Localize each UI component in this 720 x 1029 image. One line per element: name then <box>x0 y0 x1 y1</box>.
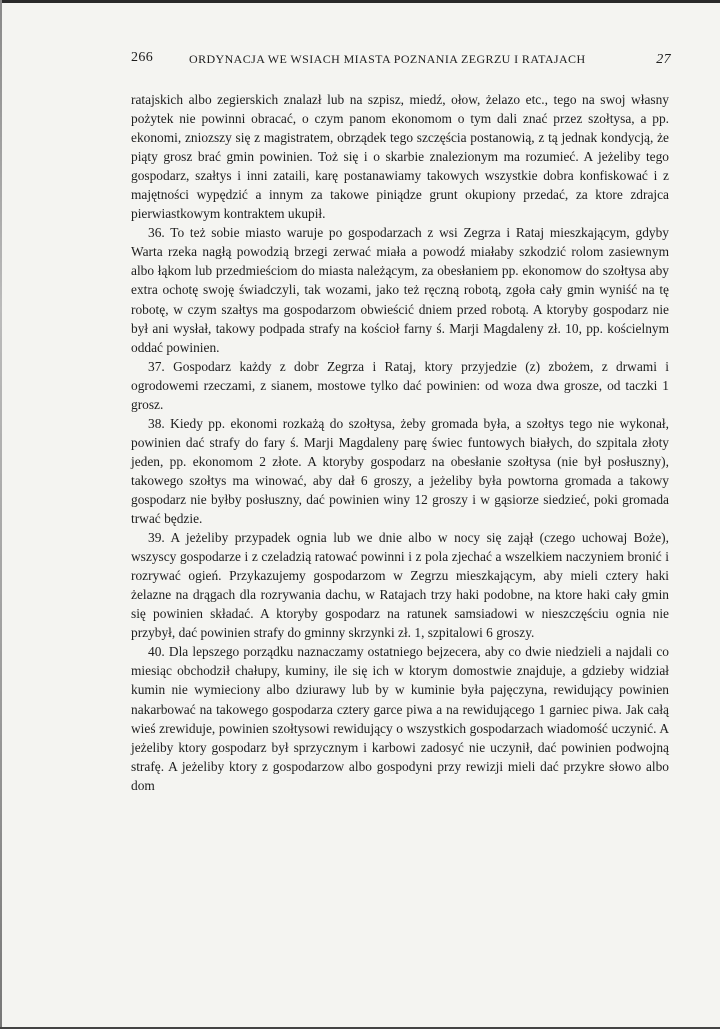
page-number-left: 266 <box>131 50 154 65</box>
paragraph-40: 40. Dla lepszego porządku naznaczamy ostatniego bejzecera, aby co dwie niedzieli a najdali co miesiąc obchodził chałupy, kuminy, ile się ich w ktorym domostwie znajduje, a gdzieby widział kumin nie wymieciony albo dziurawy lub by w kuminie była pajęczyna, rewidujący powinien nakarbować na takowego gospodarza cztery garce piwa a na rewidującego 1 garniec piwa. Jak całą wieś zrewiduje, powinien szołtysowi rewidujący o wszystkich gospodarzach wiadomość uczynić. A jeżeliby ktory gospodarz był sprzycznym i karbowi zadosyć nie uczynił, dać powinien podwojną strafę. A jeżeliby ktory z gospodarzow albo gospodyni przy rewizji mieli dać przykre słowo albo dom <box>131 644 669 793</box>
page-number-right: 27 <box>656 52 671 67</box>
running-title: ORDYNACJA WE WSIACH MIASTA POZNANIA ZEGRZU I RATAJACH <box>189 52 586 66</box>
running-header <box>131 48 671 70</box>
page-edge-top <box>0 0 720 3</box>
paragraph-37: 37. Gospodarz każdy z dobr Zegrza i Rataj, ktory przyjedzie (z) zbożem, z drwami i ogrodowemi rzeczami, z sianem, mostowe tylko dać powinien: od woza dwa grosze, od taczki 1 grosz. <box>131 358 669 412</box>
body-text <box>131 90 669 795</box>
paragraph-39: 39. A jeżeliby przypadek ognia lub we dnie albo w nocy się zajął (czego uchowaj Boże), wszyscy gospodarze i z czeladzią ratować powinni i z pola zjechać a wszelkiem naczyniem bronić i rozrywać ogień. Przykazujemy gospodarzom w Zegrzu mieszkającym, aby mieli cztery haki żelazne na drągach dla rozrywania dachu, w Ratajach trzy haki podobne, na ktore haki cały gmin się powinien składać. A ktoryby gospodarz na ratunek samsiadowi w nieszczęściu ognia nie przybył, dać powinien strafy do gminny skrzynki zł. 1, szpitalowi 6 groszy. <box>131 530 669 641</box>
paragraph-36: 36. To też sobie miasto waruje po gospodarzach z wsi Zegrza i Rataj mieszkającym, gdyby Warta rzeka nagłą powodzią brzegi zerwać miała a powodź miałaby szkodzić rolom zasiewnym albo łąkom lub przedmieściom do miasta należącym, za obesłaniem pp. ekonomow do szołtysa aby extra ochotę swoję świadczyli, tak wozami, jako też ręczną robotą, zgoła cały gmin wyniść na tę robotę, w czym szałtys ma gospodarzom obwieścić dniem przed robotą. A ktoryby gospodarz nie był ani wysłał, takowy podpada strafy na kościoł farny ś. Marji Magdaleny zł. 10, pp. kościelnym oddać powinien. <box>131 225 669 355</box>
paragraph-continuation: ratajskich albo zegierskich znalazł lub na szpisz, miedź, ołow, żelazo etc., tego na swoj własny pożytek nie powinni obracać, o czym panom ekonomom o tym dali znać przez szołtysa, a pp. ekonomi, zniozszy się z magistratem, obrządek tego szczęścia postanowią, z tą jednak kondycją, że piąty grosz brać gmin powinien. Toż się i o skarbie znalezionym ma rozumieć. A jeżeliby tego gospodarz, szałtys i inni zataili, karę postanawiamy takowych wszystkie dobra konfiskować i z majętności wypędzić a innym za takowe piniądze grunt okupiony przedać, za ktore zdrajca pierwiastkowym kontraktem ukupił. <box>131 92 669 222</box>
page-edge-left <box>0 0 2 1029</box>
paragraph-38: 38. Kiedy pp. ekonomi rozkażą do szołtysa, żeby gromada była, a szołtys tego nie wykonał, powinien dać strafy do fary ś. Marji Magdaleny parę świec funtowych białych, do szpitala złoty jeden, pp. ekonomom 2 złote. A ktoryby gospodarz na obesłanie szołtysa (nie był posłuszny), takowego szołtys ma winować, aby dał 6 groszy, a jeżeliby była powtorna gromada a takowy gospodarz nie byłby posłuszny, dać powinien winy 12 groszy i w gąsiorze siedzieć, poki gromada trwać będzie. <box>131 415 669 527</box>
